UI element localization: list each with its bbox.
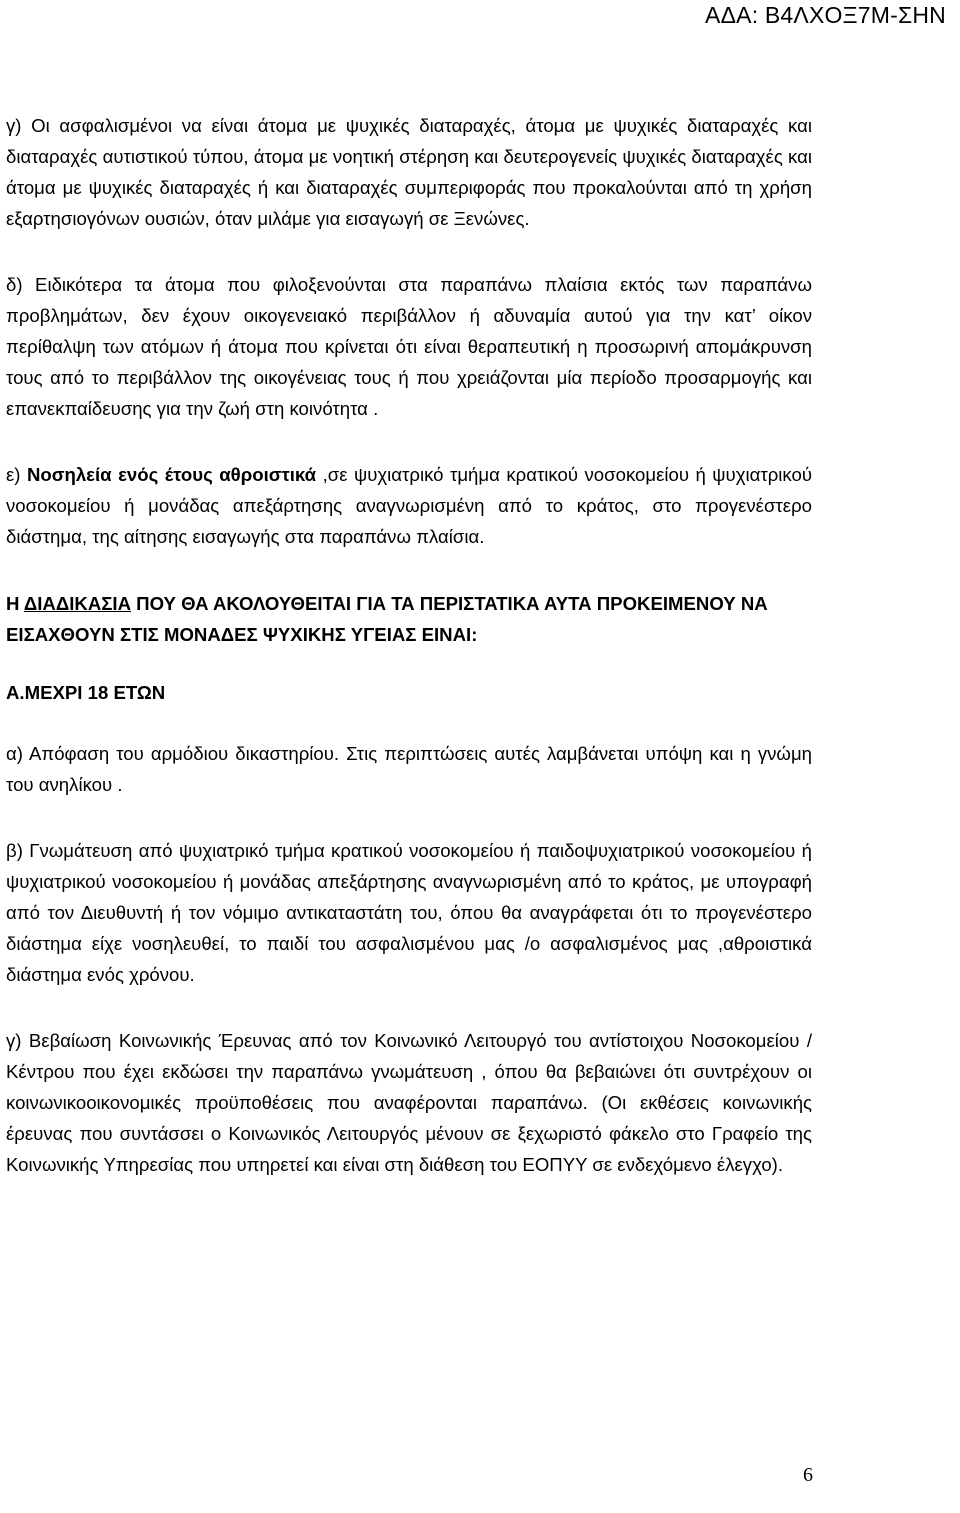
paragraph-gamma-social-report: γ) Βεβαίωση Κοινωνικής Έρευνας από τον Κοινωνικό Λειτουργό του αντίστοιχου Νοσοκομείου / Κέντρου που έχει εκδώσει την παραπάνω γνωμάτευση , όπου θα βεβαιώνει ότι συντρέχουν οι κοινωνικοοικονομικές προϋποθέσεις που αναφέρονται παραπάνω. (Οι εκθέσεις κοινωνικής έρευνας που συντάσσει ο Κοινωνικός Λειτουργός μένουν σε ξεχωριστό φάκελο στο Γραφείο της Κοινωνικής Υπηρεσίας που υπηρετεί και είναι στη διάθεση του ΕΟΠΥΥ σε ενδεχόμενο έλεγχο). <box>6 1030 812 1175</box>
paragraph-epsilon-eligibility <box>6 459 812 552</box>
procedure-heading-part2: ΠΟΥ ΘΑ ΑΚΟΛΟΥΘΕΙΤΑΙ ΓΙΑ ΤΑ ΠΕΡΙΣΤΑΤΙΚΑ ΑΥΤΑ ΠΡΟΚΕΙΜΕΝΟΥ ΝΑ ΕΙΣΑΧΘΟΥΝ ΣΤΙΣ ΜΟΝΑΔΕΣ ΨΥΧΙΚΗΣ ΥΓΕΙΑΣ ΕΙΝΑΙ: <box>6 593 768 645</box>
paragraph-gamma-eligibility: γ) Οι ασφαλισμένοι να είναι άτομα με ψυχικές διαταραχές, άτομα με ψυχικές διαταραχές και διαταραχές αυτιστικού τύπου, άτομα με νοητική στέρηση και δευτερογενείς ψυχικές διαταραχές και άτομα με ψυχικές διαταραχές ή και διαταραχές συμπεριφοράς που προκαλούνται από τη χρήση εξαρτησιογόνων ουσιών, όταν μιλάμε για εισαγωγή σε Ξενώνες. <box>6 115 812 229</box>
page-number: 6 <box>803 1464 813 1486</box>
procedure-heading-part1: Η <box>6 593 24 614</box>
procedure-heading-underlined: ΔΙΑΔΙΚΑΣΙΑ <box>23 593 132 614</box>
paragraph-beta-psychiatric-opinion: β) Γνωμάτευση από ψυχιατρικό τμήμα κρατικού νοσοκομείου ή παιδοψυχιατρικού νοσοκομείου ή ψυχιατρικού νοσοκομείου ή μονάδας απεξάρτησης αναγνωρισμένη από το κράτος, με υπογραφή από τον Διευθυντή ή τον νόμιμο αντικαταστάτη του, όπου θα αναγράφεται ότι το προγενέστερο διάστημα είχε νοσηλευθεί, το παιδί του ασφαλισμένου μας /ο ασφαλισμένος μας ,αθροιστικά διάστημα ενός χρόνου. <box>6 840 812 985</box>
procedure-heading <box>6 588 812 650</box>
document-body <box>6 110 812 1215</box>
epsilon-prefix: ε) <box>6 464 27 485</box>
section-a-title: Α.ΜΕΧΡΙ 18 ΕΤΩΝ <box>6 682 166 703</box>
epsilon-rest-text: ,σε ψυχιατρικό τμήμα κρατικού νοσοκομείου ή ψυχιατρικού νοσοκομείου ή μονάδας απεξάρτησης αναγνωρισμένη από το κράτος, στο προγενέστερο διάστημα, της αίτησης εισαγωγής στα παραπάνω πλαίσια. <box>6 464 812 547</box>
ada-document-code: ΑΔΑ: Β4ΛΧΟΞ7Μ-ΣΗΝ <box>705 2 946 28</box>
paragraph-alpha-court-decision: α) Απόφαση του αρμόδιου δικαστηρίου. Στις περιπτώσεις αυτές λαμβάνεται υπόψη και η γνώμη του ανηλίκου . <box>6 743 812 795</box>
paragraph-delta-eligibility: δ) Ειδικότερα τα άτομα που φιλοξενούνται στα παραπάνω πλαίσια εκτός των παραπάνω προβλημάτων, δεν έχουν οικογενειακό περιβάλλον ή αδυναμία αυτού για την κατ’ οίκον περίθαλψη των ατόμων ή άτομα που κρίνεται ότι είναι θεραπευτική η προσωρινή απομάκρυνση τους από το περιβάλλον της οικογένειας τους ή που χρειάζονται μία περίοδο προσαρμογής και επανεκπαίδευσης για την ζωή στη κοινότητα . <box>6 274 812 419</box>
epsilon-bold-text: Νοσηλεία ενός έτους αθροιστικά <box>26 464 317 485</box>
